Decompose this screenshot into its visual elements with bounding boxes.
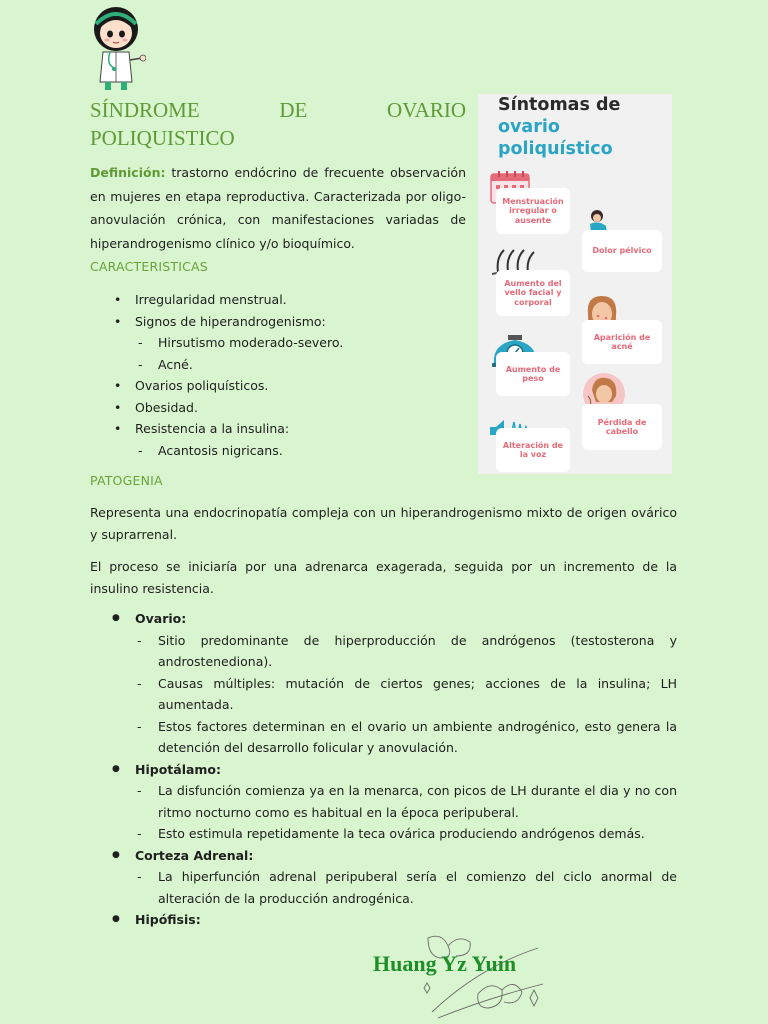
list-item: • Obesidad. xyxy=(90,397,690,419)
list-subitem: - Hirsutismo moderado-severo. xyxy=(90,332,690,354)
infographic-title-line-2: ovario xyxy=(498,117,560,137)
symptom-card-cabello: Pérdida de cabello xyxy=(582,404,662,450)
definition-label: Definición: xyxy=(90,165,166,180)
list-subitem: - Causas múltiples: mutación de ciertos genes; acciones de la insulina; LH aumentada. xyxy=(90,673,677,716)
infographic-title-line-3: poliquístico xyxy=(498,139,613,159)
list-subitem: - Estos factores determinan en el ovario un ambiente androgénico, esto genera la detención del desarrollo folicular y anovulación. xyxy=(90,716,677,759)
caracteristicas-heading: CARACTERISTICAS xyxy=(90,259,208,274)
symptom-card-menstruacion: Menstruación irregular o ausente xyxy=(496,188,570,234)
title-line-2: POLIQUISTICO xyxy=(90,126,235,150)
document-title xyxy=(90,96,466,152)
patogenia-paragraph-2: El proceso se iniciaría por una adrenarca exagerada, seguida por un incremento de la insulino resistencia. xyxy=(90,559,677,596)
list-subitem: - Acné. xyxy=(90,354,690,376)
symptom-card-vello: Aumento del vello facial y corporal xyxy=(496,270,570,316)
title-line-1: SÍNDROME DE OVARIO xyxy=(90,98,466,122)
list-subitem: - La disfunción comienza ya en la menarca, con picos de LH durante el dia y no con ritmo nocturno como es habitual en la época peripuberal. xyxy=(90,780,677,823)
patogenia-list xyxy=(90,608,677,931)
list-item: • Signos de hiperandrogenismo: xyxy=(90,311,690,333)
list-subitem: - Sitio predominante de hiperproducción de andrógenos (testosterona y androstenediona). xyxy=(90,630,677,673)
hipofisis-label: ● Hipófisis: xyxy=(90,909,677,931)
symptom-card-voz: Alteración de la voz xyxy=(496,428,570,472)
hipotalamo-label: ● Hipotálamo: xyxy=(90,759,677,781)
list-item: • Resistencia a la insulina: xyxy=(90,418,690,440)
symptom-card-peso: Aumento de peso xyxy=(496,352,570,396)
list-subitem: - Acantosis nigricans. xyxy=(90,440,690,462)
symptom-card-acne: Aparición de acné xyxy=(582,320,662,364)
list-subitem: - Esto estimula repetidamente la teca ovárica produciendo andrógenos demás. xyxy=(90,823,677,845)
definition-paragraph xyxy=(90,161,466,255)
symptoms-infographic xyxy=(478,94,672,474)
infographic-title-line-1: Síntomas de xyxy=(498,95,621,115)
doctor-avatar-illustration xyxy=(86,2,146,92)
definition-text: trastorno endócrino de frecuente observación en mujeres en etapa reproductiva. Caracterizada por oligo-anovulación crónica, con manifestaciones variadas de hiperandrogenismo clínico y/o bioquímico. xyxy=(90,165,466,251)
ovario-label: ● Ovario: xyxy=(90,608,677,630)
corteza-adrenal-label: ● Corteza Adrenal: xyxy=(90,845,677,867)
symptom-card-dolor: Dolor pélvico xyxy=(582,230,662,272)
list-subitem: - La hiperfunción adrenal peripuberal sería el comienzo del ciclo anormal de alteración de la producción androgénica. xyxy=(90,866,677,909)
author-signature: Huang Yz Yuin xyxy=(373,951,517,976)
patogenia-heading: PATOGENIA xyxy=(90,473,163,488)
list-item: • Irregularidad menstrual. xyxy=(90,289,690,311)
patogenia-paragraph-1: Representa una endocrinopatía compleja con un hiperandrogenismo mixto de origen ovárico y suprarrenal. xyxy=(90,505,677,542)
list-item: • Ovarios poliquísticos. xyxy=(90,375,690,397)
infographic-title xyxy=(498,94,620,160)
